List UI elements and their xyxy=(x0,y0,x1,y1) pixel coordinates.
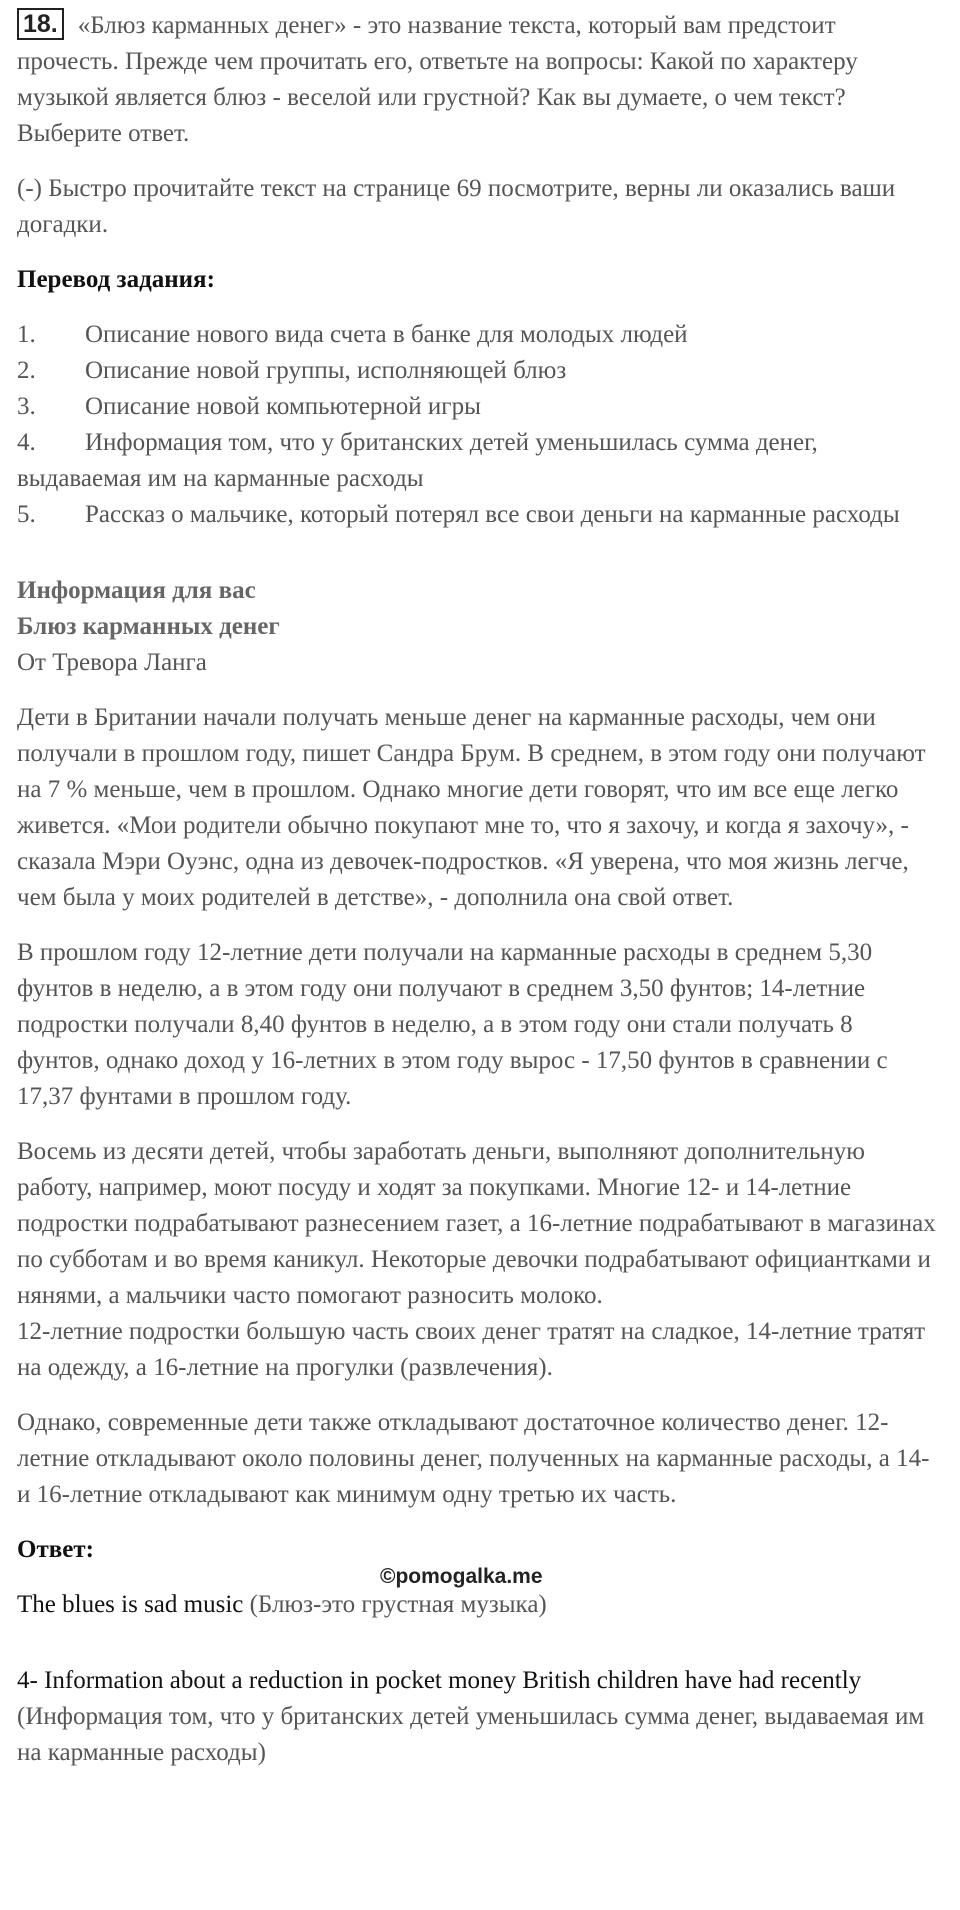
translation-heading: Перевод задания: xyxy=(17,266,215,293)
task-intro-text: «Блюз карманных денег» - это название текста, который вам предстоит прочесть. Прежде чем прочитать его, ответьте на вопросы: Какой по характеру музыкой является блюз - веселой или грустной? Как вы думаете, о чем текст? Выберите ответ. xyxy=(17,12,858,147)
answer-2-english: 4- Information about a reduction in pocket money British children have had recently xyxy=(17,1667,862,1694)
article-paragraph-3: Восемь из десяти детей, чтобы заработать деньги, выполняют дополнительную работу, например, моют посуду и ходят за покупками. Многие 12- и 14-летние подростки подрабатывают разнесением газет, а 16-летние подрабатывают в магазинах по субботам и во время каникул. Некоторые девочки подрабатывают официантками и нянями, а мальчики часто помогают разносить молоко. xyxy=(17,1138,936,1309)
article-paragraph-2: В прошлом году 12-летние дети получали на карманные расходы в среднем 5,30 фунтов в неделю, а в этом году они получают в среднем 3,50 фунтов; 14-летние подростки получали 8,40 фунтов в неделю, а в этом году они стали получать 8 фунтов, однако доход у 16-летних в этом году вырос - 17,50 фунтов в сравнении с 17,37 фунтами в прошлом году. xyxy=(17,939,888,1110)
list-item-number: 2. xyxy=(17,357,36,384)
answer-1-english: The blues is sad music xyxy=(17,1591,244,1618)
list-item xyxy=(17,389,937,425)
article-paragraph-4: 12-летние подростки большую часть своих денег тратят на сладкое, 14-летние тратят на одежду, а 16-летние на прогулки (развлечения). xyxy=(17,1318,926,1381)
list-item-text: Информация том, что у британских детей уменьшилась сумма денег, выдаваемая им на карманные расходы xyxy=(17,429,818,492)
list-item-text: Описание новой компьютерной игры xyxy=(85,393,481,420)
info-heading: Информация для вас xyxy=(17,577,256,604)
article-paragraph-5: Однако, современные дети также откладывают достаточное количество денег. 12-летние откладывают около половины денег, полученных на карманные расходы, а 14- и 16-летние откладывают как минимум одну третью их часть. xyxy=(17,1409,930,1508)
task-intro xyxy=(17,8,937,152)
article-paragraph-1: Дети в Британии начали получать меньше денег на карманные расходы, чем они получали в прошлом году, пишет Сандра Брум. В среднем, в этом году они получают на 7 % меньше, чем в прошлом. Однако многие дети говорят, что им все еще легко живется. «Мои родители обычно покупают мне то, что я захочу, и когда я захочу», - сказала Мэри Оуэнс, одна из девочек-подростков. «Я уверена, что моя жизнь легче, чем была у моих родителей в детстве», - дополнила она свой ответ. xyxy=(17,704,926,911)
document-page xyxy=(17,8,937,1771)
task-instruction: (-) Быстро прочитайте текст на странице 69 посмотрите, верны ли оказались ваши догадки. xyxy=(17,175,896,238)
list-item-text: Описание новой группы, исполняющей блюз xyxy=(85,357,567,384)
answer-line-2 xyxy=(17,1663,937,1771)
task-number-badge: 18. xyxy=(17,8,64,40)
article-title: Блюз карманных денег xyxy=(17,613,280,640)
list-item xyxy=(17,317,937,353)
list-item-number: 5. xyxy=(17,501,36,528)
list-item-number: 3. xyxy=(17,393,36,420)
answer-2-russian: (Информация том, что у британских детей уменьшилась сумма денег, выдаваемая им на карманные расходы) xyxy=(17,1703,925,1766)
list-item-number: 1. xyxy=(17,321,36,348)
list-item xyxy=(17,425,937,497)
answer-heading: Ответ: xyxy=(17,1536,94,1563)
list-item-text: Рассказ о мальчике, который потерял все свои деньги на карманные расходы xyxy=(85,501,900,528)
article-author: От Тревора Ланга xyxy=(17,649,207,676)
answer-line-1 xyxy=(17,1587,937,1623)
list-item xyxy=(17,497,937,533)
translation-list xyxy=(17,317,937,533)
list-item xyxy=(17,353,937,389)
answer-1-russian: (Блюз-это грустная музыка) xyxy=(249,1591,547,1618)
list-item-text: Описание нового вида счета в банке для молодых людей xyxy=(85,321,688,348)
list-item-number: 4. xyxy=(17,429,36,456)
watermark: ©pomogalka.me xyxy=(380,1565,543,1588)
